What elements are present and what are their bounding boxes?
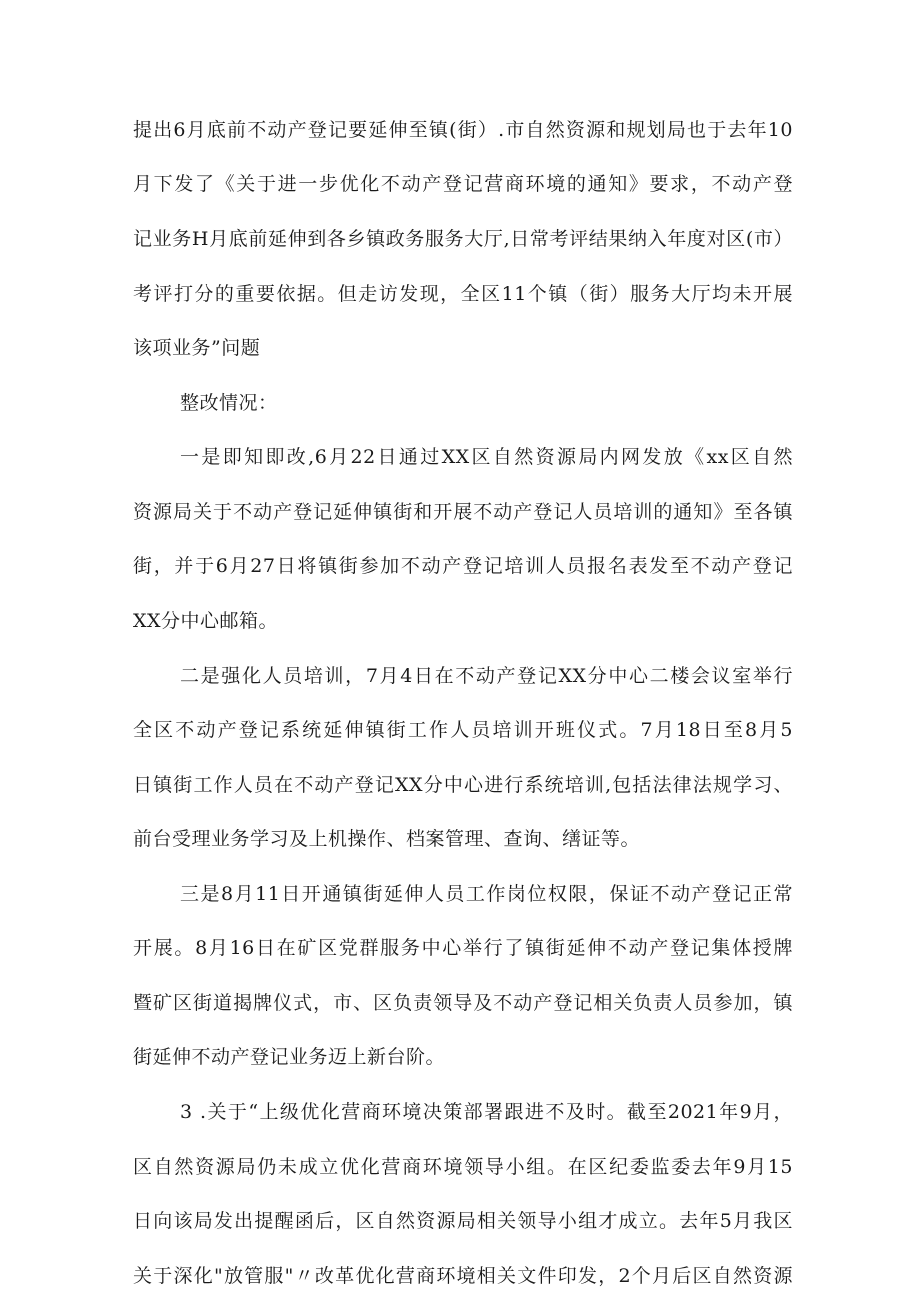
text-line: 关于深化"放管服"〃改革优化营商环境相关文件印发，2个月后区自然资源 [133,1265,793,1287]
text-line: XX分中心邮箱。 [133,610,279,632]
text-line: 区自然资源局仍未成立优化营商环境领导小组。在区纪委监委去年9月15 [133,1156,793,1178]
text-line: 日向该局发出提醒函后，区自然资源局相关领导小组才成立。去年5月我区 [133,1210,793,1232]
text-line: 资源局关于不动产登记延伸镇街和开展不动产登记人员培训的通知》至各镇 [133,501,793,523]
paragraph-first-line: 3 .关于“上级优化营商环境决策部署跟进不及时。截至2021年9月， [180,1101,793,1123]
paragraph-first-line: 二是强化人员培训，7月4日在不动产登记XX分中心二楼会议室举行 [180,665,793,687]
text-line: 暨矿区街道揭牌仪式，市、区负责领导及不动产登记相关负责人员参加，镇 [133,992,793,1014]
text-line: 街，并于6月27日将镇街参加不动产登记培训人员报名表发至不动产登记 [133,555,793,577]
paragraph-first-line: 一是即知即改,6月22日通过XX区自然资源局内网发放《xx区自然 [180,446,793,468]
paragraph-first-line: 三是8月11日开通镇街延伸人员工作岗位权限，保证不动产登记正常 [180,883,793,905]
text-line: 开展。8月16日在矿区党群服务中心举行了镇街延伸不动产登记集体授牌 [133,937,793,959]
text-line: 前台受理业务学习及上机操作、档案管理、查询、缮证等。 [133,828,641,850]
text-line: 日镇街工作人员在不动产登记XX分中心进行系统培训,包括法律法规学习、 [133,774,793,796]
text-line: 提出6月底前不动产登记要延伸至镇(街）.市自然资源和规划局也于去年10 [133,119,793,141]
section-heading: 整改情况： [180,392,278,414]
text-line: 记业务H月底前延伸到各乡镇政务服务大厅,日常考评结果纳入年度对区(市） [133,228,793,250]
text-line: 街延伸不动产登记业务迈上新台阶。 [133,1046,446,1068]
text-line: 考评打分的重要依据。但走访发现，全区11个镇（街）服务大厅均未开展 [133,283,793,305]
text-line: 月下发了《关于进一步优化不动产登记营商环境的通知》要求，不动产登 [133,173,793,195]
text-line: 该项业务”问题 [133,337,261,359]
text-line: 全区不动产登记系统延伸镇街工作人员培训开班仪式。7月18日至8月5 [133,719,793,741]
